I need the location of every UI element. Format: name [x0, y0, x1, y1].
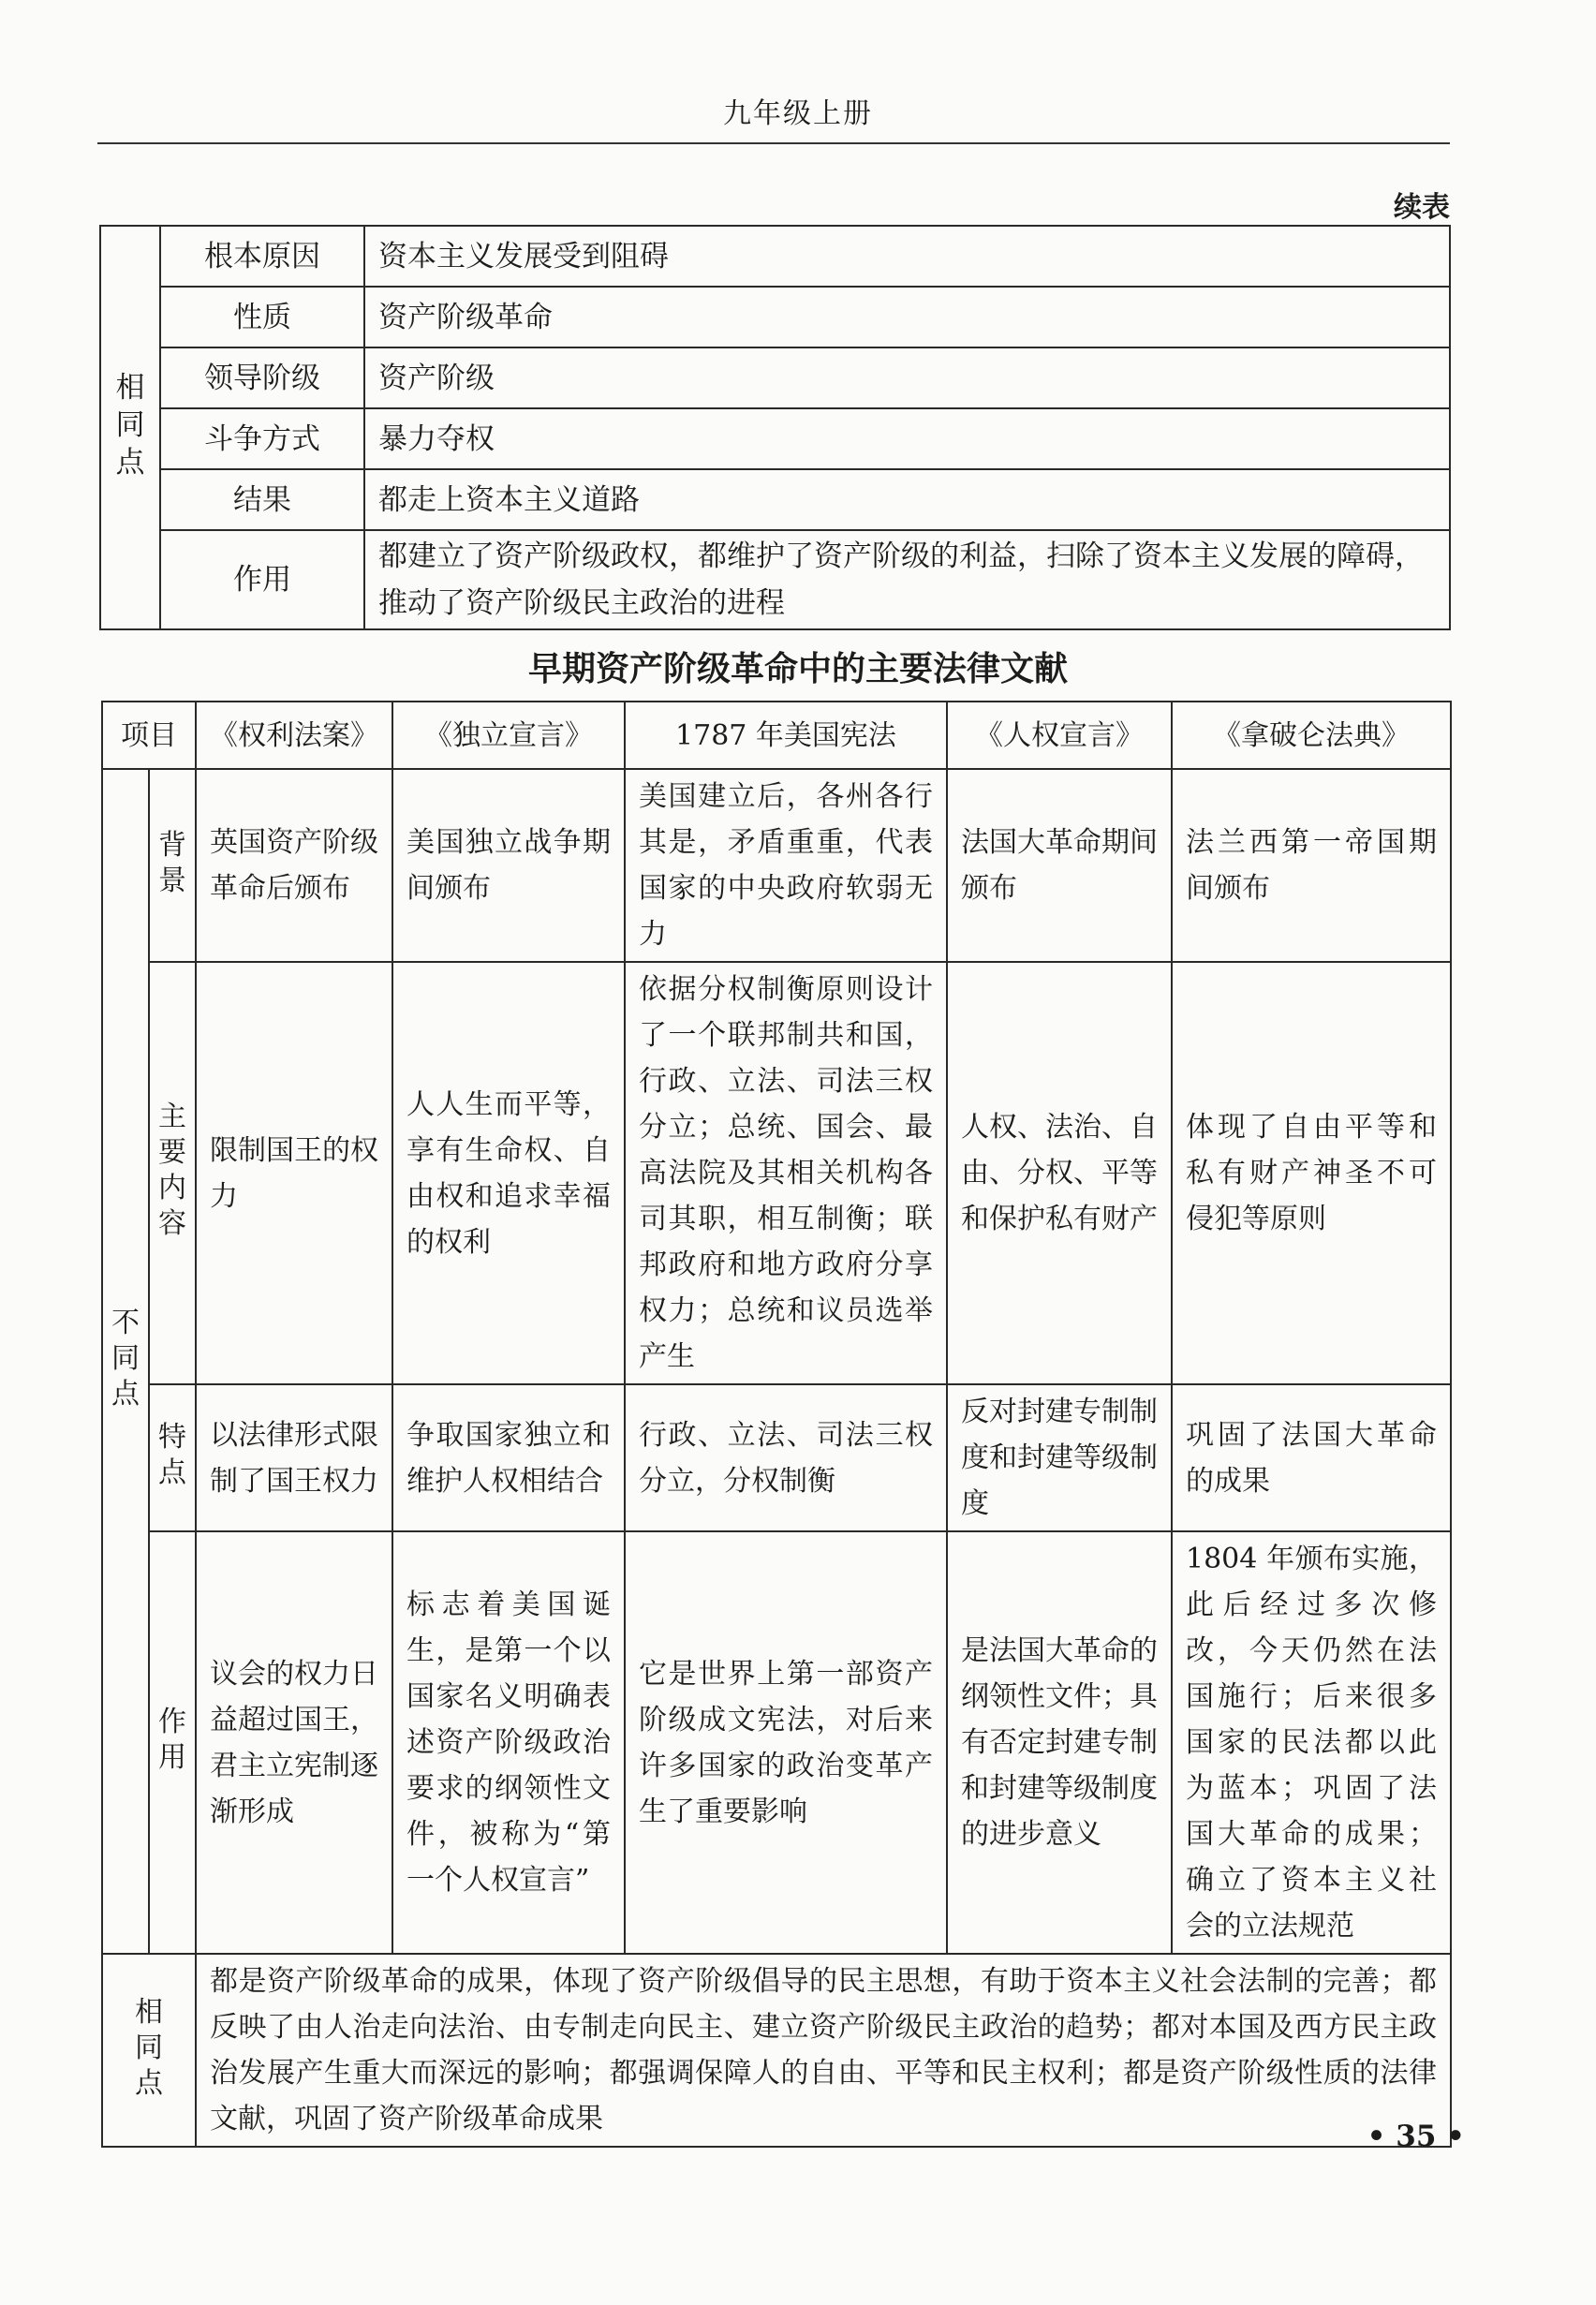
header-row	[102, 702, 1451, 769]
section-title: 早期资产阶级革命中的主要法律文献	[527, 650, 1068, 688]
table-row	[100, 530, 1450, 629]
row-value: 资产阶级	[364, 347, 1450, 408]
table-cell: 它是世界上第一部资产阶级成文宪法，对后来许多国家的政治变革产生了重要影响	[625, 1531, 947, 1954]
table-cell: 依据分权制衡原则设计了一个联邦制共和国，行政、立法、司法三权分立；总统、国会、最高法院及其相关机构各司其职，相互制衡；联邦政府和地方政府分享权力；总统和议员选举产生	[625, 962, 947, 1384]
column-header: 1787 年美国宪法	[625, 702, 947, 769]
table-row	[100, 469, 1450, 530]
row-label: 背景	[149, 769, 196, 962]
table-row	[102, 962, 1451, 1384]
table-cell: 行政、立法、司法三权分立，分权制衡	[625, 1384, 947, 1531]
row-value: 暴力夺权	[364, 408, 1450, 469]
group-label-same: 相同点	[100, 226, 160, 629]
table-cell: 英国资产阶级革命后颁布	[196, 769, 392, 962]
row-key: 领导阶级	[160, 347, 364, 408]
table-cell: 限制国王的权力	[196, 962, 392, 1384]
column-header: 《拿破仑法典》	[1172, 702, 1451, 769]
row-key: 性质	[160, 287, 364, 347]
column-header: 《人权宣言》	[947, 702, 1172, 769]
table-cell: 法国大革命期间颁布	[947, 769, 1172, 962]
group-label-same: 相同点	[102, 1954, 196, 2147]
legal-documents-table	[101, 701, 1452, 2148]
table-row	[102, 1954, 1451, 2147]
row-value: 资产阶级革命	[364, 287, 1450, 347]
row-value: 资本主义发展受到阻碍	[364, 226, 1450, 287]
row-value: 都建立了资产阶级政权，都维护了资产阶级的利益，扫除了资本主义发展的障碍，推动了资产阶级民主政治的进程	[364, 530, 1450, 629]
comparison-table-continued	[99, 225, 1451, 630]
table-cell: 标志着美国诞生，是第一个以国家名义明确表述资产阶级政治要求的纲领性文件，被称为“第一个人权宣言”	[392, 1531, 625, 1954]
table-cell: 美国独立战争期间颁布	[392, 769, 625, 962]
row-label: 作用	[149, 1531, 196, 1954]
row-key: 斗争方式	[160, 408, 364, 469]
group-label-diff: 不同点	[102, 769, 149, 1954]
table-cell: 人权、法治、自由、分权、平等和保护私有财产	[947, 962, 1172, 1384]
table-row	[102, 769, 1451, 962]
table-cell: 法兰西第一帝国期间颁布	[1172, 769, 1451, 962]
running-header: 九年级上册	[723, 97, 873, 130]
table-row	[100, 287, 1450, 347]
row-key: 作用	[160, 530, 364, 629]
table-cell: 美国建立后，各州各行其是，矛盾重重，代表国家的中央政府软弱无力	[625, 769, 947, 962]
table-cell: 体现了自由平等和私有财产神圣不可侵犯等原则	[1172, 962, 1451, 1384]
row-key: 根本原因	[160, 226, 364, 287]
table-row	[100, 408, 1450, 469]
table-cell: 巩固了法国大革命的成果	[1172, 1384, 1451, 1531]
column-header: 《权利法案》	[196, 702, 392, 769]
table-cell: 争取国家独立和维护人权相结合	[392, 1384, 625, 1531]
table-cell: 1804 年颁布实施，此后经过多次修改，今天仍然在法国施行；后来很多国家的民法都以此为蓝本；巩固了法国大革命的成果；确立了资本主义社会的立法规范	[1172, 1531, 1451, 1954]
column-header: 项目	[102, 702, 196, 769]
row-label: 主要内容	[149, 962, 196, 1384]
row-value: 都走上资本主义道路	[364, 469, 1450, 530]
page-number: • 35 •	[1367, 2120, 1465, 2153]
header-divider	[97, 142, 1450, 144]
continued-label: 续表	[1394, 191, 1450, 224]
table-row	[100, 347, 1450, 408]
table-cell: 是法国大革命的纲领性文件；具有否定封建专制和封建等级制度的进步意义	[947, 1531, 1172, 1954]
row-label: 特点	[149, 1384, 196, 1531]
table-cell: 人人生而平等，享有生命权、自由权和追求幸福的权利	[392, 962, 625, 1384]
table-cell: 以法律形式限制了国王权力	[196, 1384, 392, 1531]
same-points-text: 都是资产阶级革命的成果，体现了资产阶级倡导的民主思想，有助于资本主义社会法制的完善；都反映了由人治走向法治、由专制走向民主、建立资产阶级民主政治的趋势；都对本国及西方民主政治发展产生重大而深远的影响；都强调保障人的自由、平等和民主权利；都是资产阶级性质的法律文献，巩固了资产阶级革命成果	[196, 1954, 1451, 2147]
row-key: 结果	[160, 469, 364, 530]
table-cell: 议会的权力日益超过国王，君主立宪制逐渐形成	[196, 1531, 392, 1954]
column-header: 《独立宣言》	[392, 702, 625, 769]
table-row	[100, 226, 1450, 287]
table-row	[102, 1531, 1451, 1954]
table-row	[102, 1384, 1451, 1531]
table-cell: 反对封建专制制度和封建等级制度	[947, 1384, 1172, 1531]
